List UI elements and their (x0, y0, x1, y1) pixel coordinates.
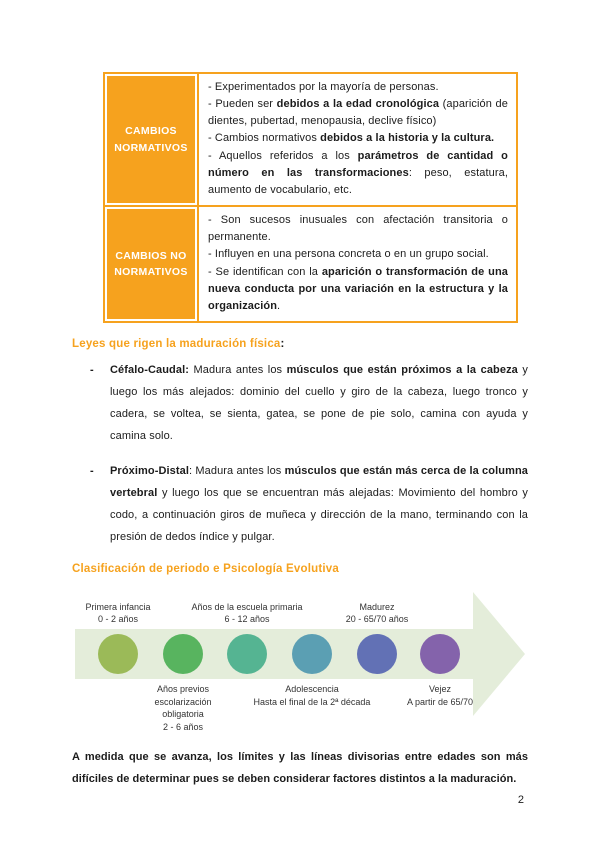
text-segment: - Cambios normativos (208, 132, 321, 145)
timeline-stage-circle (292, 634, 332, 674)
stage-name: Vejez (428, 684, 452, 695)
leyes-bullet-list (72, 359, 528, 548)
timeline-stage-label (62, 600, 174, 628)
timeline-stage-circle (420, 634, 460, 674)
stage-name: Años de la escuela primaria (191, 601, 303, 612)
timeline-stage-label (249, 683, 375, 708)
timeline-stage-label (321, 600, 433, 628)
stage-name: Años previos escolarización obligatoria (154, 684, 212, 720)
text-segment: : Madura antes los (189, 465, 285, 478)
row-label-cell (104, 206, 198, 322)
table-item (208, 212, 508, 246)
stage-range: 6 - 12 años (224, 614, 270, 625)
table-item (208, 264, 508, 315)
text-segment: - Pueden ser (208, 98, 277, 111)
closing-paragraph (72, 746, 528, 790)
text-segment: y luego los más alejados: dominio del cuello y giro de la cabeza, luego tronco y cadera, se voltea, se sienta, gatea, se pone de pie solo, camina con ayuda y camina solo. (110, 364, 528, 443)
cambios-table (103, 72, 518, 323)
table-item (208, 96, 508, 130)
timeline-stage-circle (98, 634, 138, 674)
text-segment: debidos a la edad cronológica (276, 98, 440, 111)
page-number: 2 (517, 794, 524, 806)
text-segment: Céfalo-Caudal: (110, 364, 190, 377)
bullet-marker: - (90, 364, 94, 377)
row-label: CAMBIOS NO NORMATIVOS (107, 209, 195, 319)
section-heading-clasificacion (72, 563, 528, 575)
cambios-table-body (104, 73, 517, 322)
text-segment: - Aquellos referidos a los (208, 149, 358, 162)
text-segment: . (277, 299, 281, 312)
text-segment: : peso, estatura, aumento de vocabulario, etc. (208, 166, 508, 196)
text-segment: - Influyen en una persona concreta o en un grupo social. (208, 248, 489, 261)
table-item (208, 130, 508, 147)
heading-colon: : (280, 338, 285, 351)
text-segment: - Se identifican con la (208, 265, 322, 278)
stage-name: Madurez (359, 601, 395, 612)
stage-range: Hasta el final de la 2ª década (253, 696, 371, 707)
stage-name: Adolescencia (285, 684, 339, 695)
row-label-cell (104, 73, 198, 206)
text-segment: músculos que están más cerca de la columna vertebral (110, 465, 528, 500)
stage-name: Primera infancia (85, 601, 151, 612)
table-row (104, 206, 517, 322)
text-segment: aparición o transformación de una nueva conducta por una variación en la estructura y la organización (208, 265, 508, 312)
bullet-item (72, 460, 528, 548)
timeline-stage-label (191, 600, 303, 628)
table-item (208, 246, 508, 263)
text-segment: debidos a la historia y la cultura. (320, 132, 495, 145)
bullet-item (72, 359, 528, 447)
stage-range: 20 - 65/70 años (345, 614, 409, 625)
stage-range: A partir de 65/70 (406, 696, 474, 707)
text-segment: Madura antes los (189, 364, 287, 377)
table-item (208, 148, 508, 199)
row-content-cell (198, 73, 517, 206)
page-content (72, 72, 528, 790)
text-segment: - Son sucesos inusuales con afectación transitoria o permanente. (208, 214, 508, 244)
table-item (208, 79, 508, 96)
text-segment: Próximo-Distal (110, 465, 190, 478)
text-segment: músculos que están próximos a la cabeza (286, 364, 518, 377)
section-heading-leyes (72, 338, 528, 350)
text-segment: y luego los que se encuentran más alejadas: Movimiento del hombro y codo, a continuación giros de muñeca y dirección de la mano, terminando con la presión de dedos índice y pulgar. (110, 487, 528, 544)
heading-text: Clasificación de periodo e Psicología Evolutiva (72, 563, 339, 576)
row-label: CAMBIOS NORMATIVOS (107, 76, 195, 203)
timeline-stage-circle (163, 634, 203, 674)
row-content-cell (198, 206, 517, 322)
text-segment: A medida que se avanza, los límites y las líneas divisorias entre edades son más difíciles de determinar pues se deben considerar factores distintos a la maduración. (72, 751, 528, 786)
timeline-stage-label (384, 683, 496, 708)
text-segment: - Experimentados por la mayoría de personas. (208, 81, 439, 93)
bullet-marker: - (90, 465, 94, 478)
heading-text: Leyes que rigen la maduración física (72, 338, 281, 351)
table-row (104, 73, 517, 206)
text-segment: (aparición de dientes, pubertad, menopausia, declive físico) (208, 98, 508, 128)
bullet-text (110, 460, 528, 548)
timeline-diagram (72, 584, 528, 736)
timeline-stage-circle (357, 634, 397, 674)
bullet-text (110, 359, 528, 447)
stage-range: 2 - 6 años (162, 721, 204, 732)
timeline-stage-label (140, 683, 226, 733)
stage-range: 0 - 2 años (97, 614, 139, 625)
timeline-stage-circle (227, 634, 267, 674)
text-segment: parámetros de cantidad o número en las transformaciones (208, 149, 508, 179)
